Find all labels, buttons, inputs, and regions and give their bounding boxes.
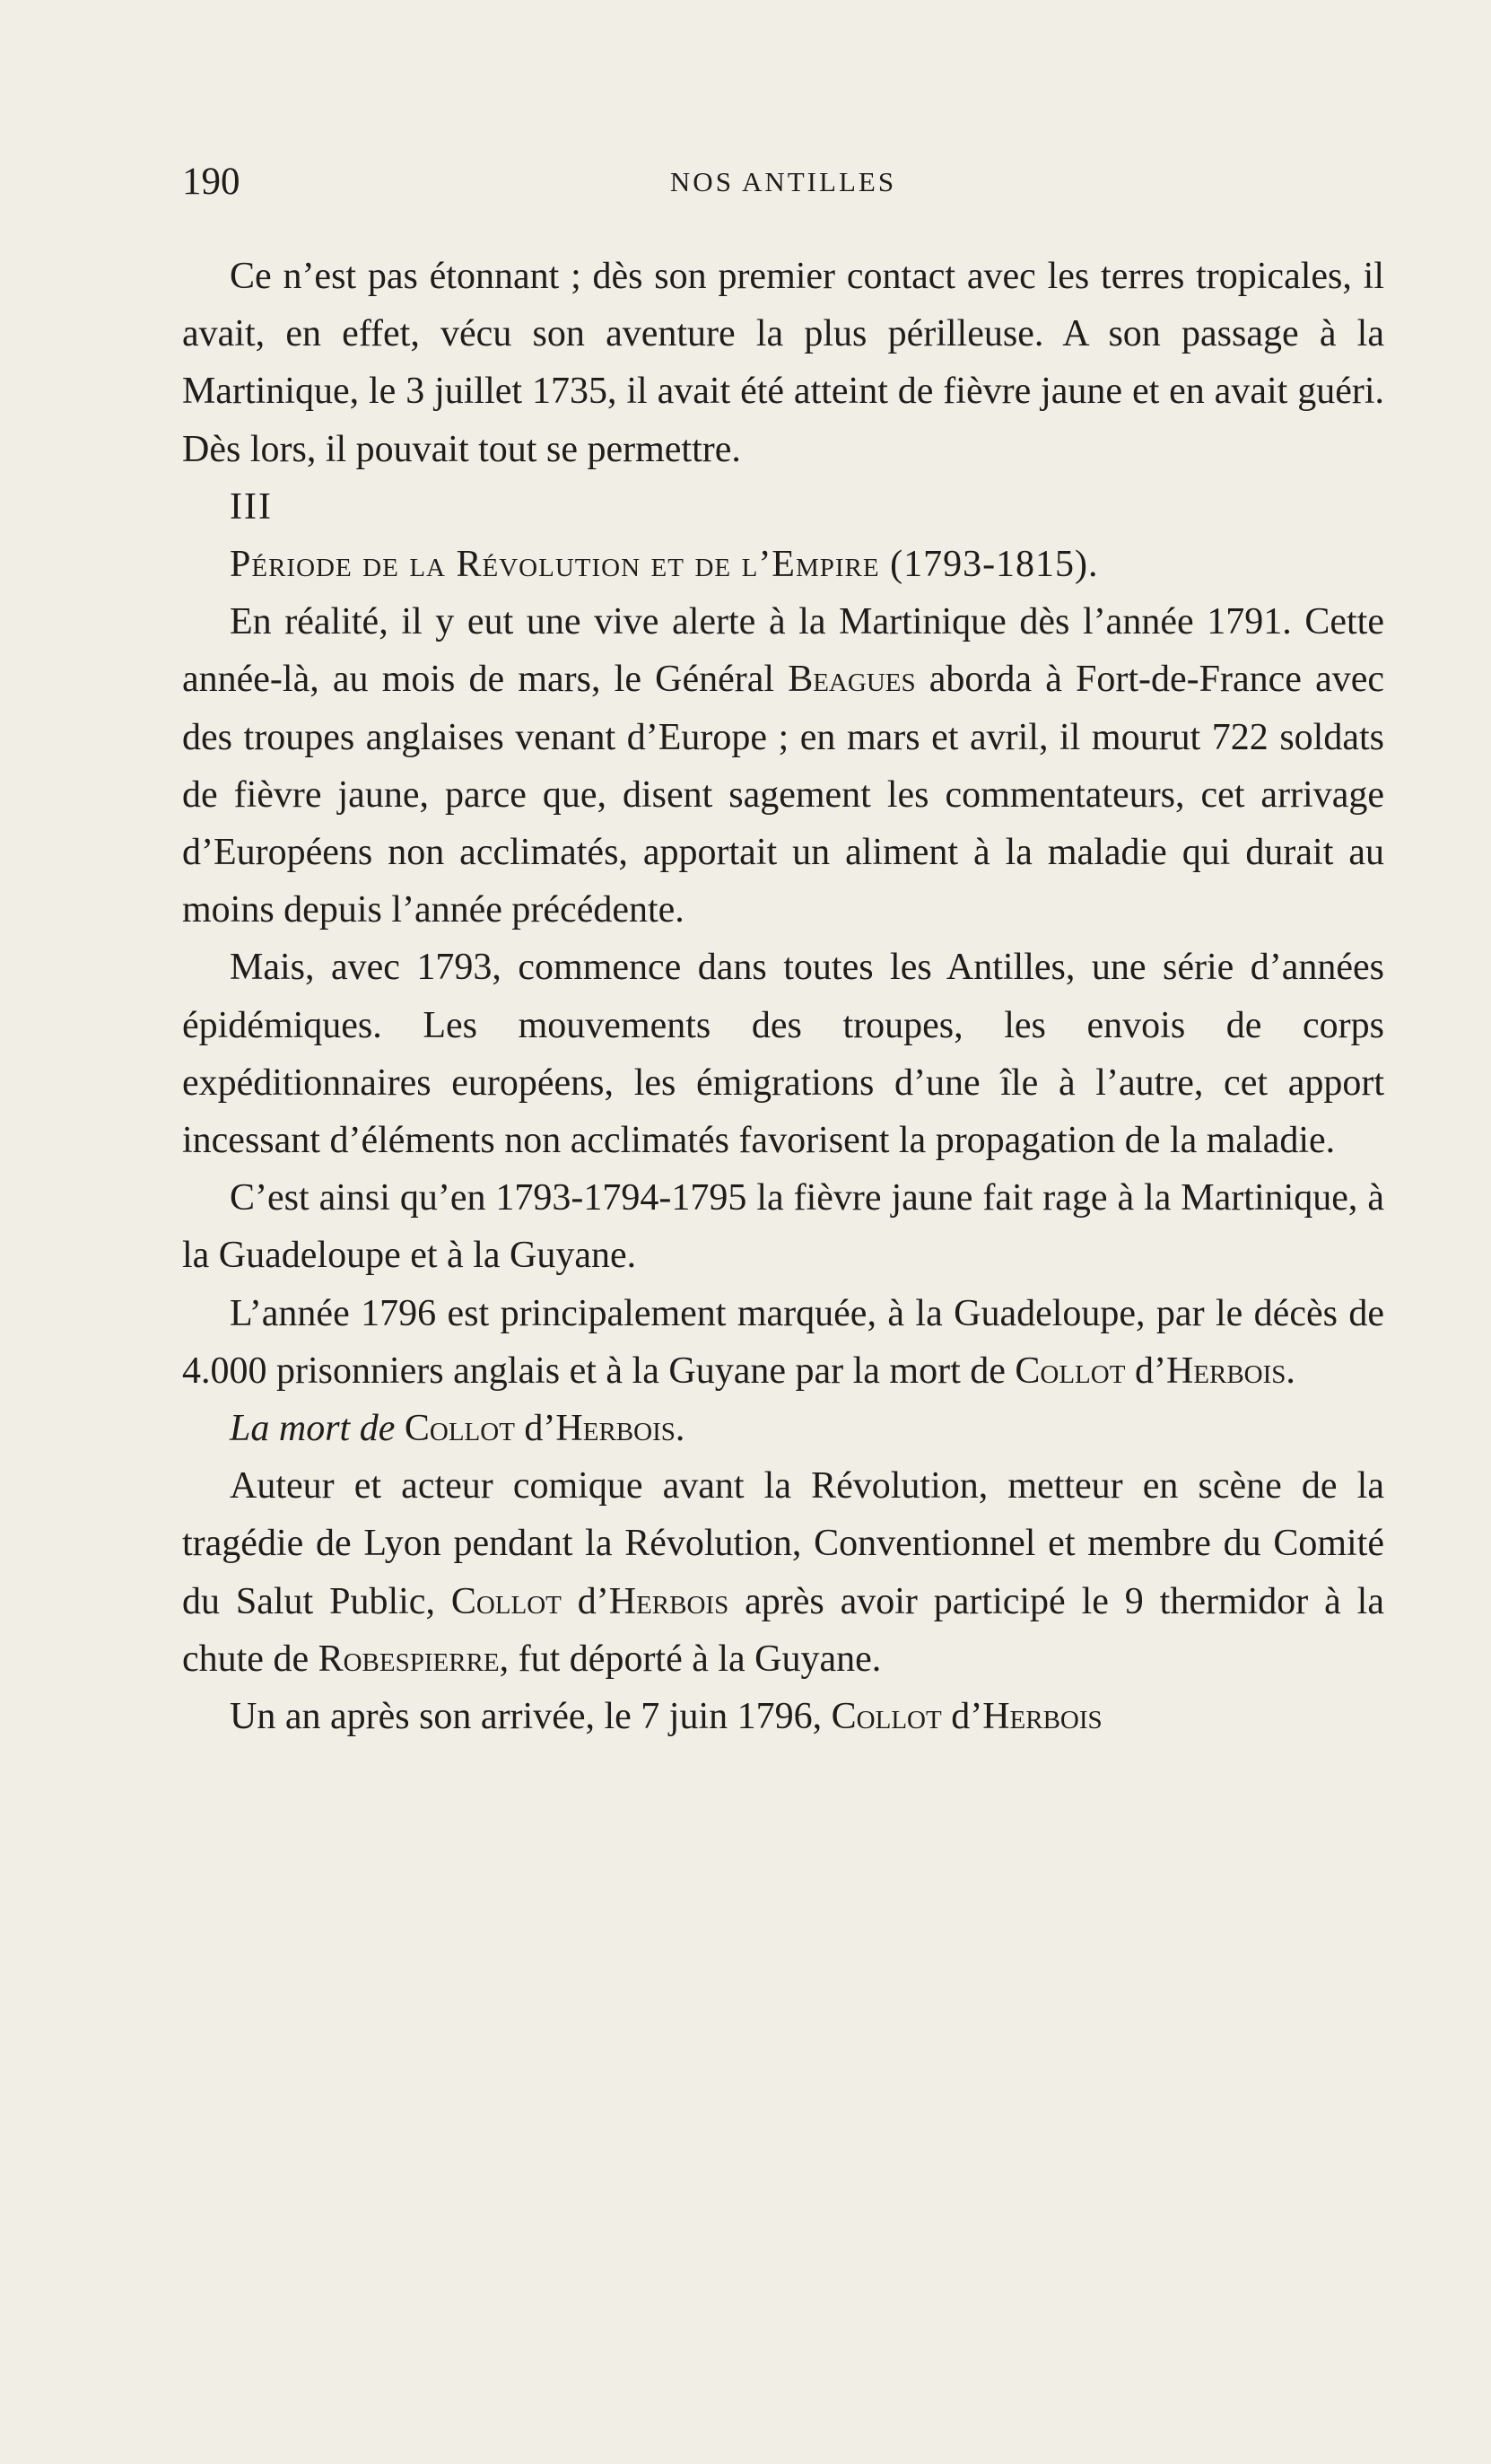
paragraph-7-text: Un an après son arrivée, le 7 juin 1796, [230,1696,832,1738]
section-heading: Période de la Révolution et de l’Empire (1793-1815). [230,544,1099,586]
subheading-name-herbois: Herbois [555,1408,676,1450]
paragraph-4: C’est ainsi qu’en 1793-1794-1795 la fièvre jaune fait rage à la Martinique, à la Guadeloupe et à la Guyane. [182,1177,1384,1277]
paragraph-2-text-2: aborda à Fort-de-France avec des troupes anglaises venant d’Europe ; en mars et avril, il mourut 722 soldats de fièvre jaune, parce que, disent sagement les commentateurs, cet arrivage d’Européens non acclimatés, apportait un aliment à la maladie qui durait au moins depuis l’année précédente. [182,659,1384,931]
paragraph-5-text: L’année 1796 est principalement marquée, à la Guadeloupe, par le décès de 4.000 prisonniers anglais et à la Guyane par la mort de [182,1292,1384,1392]
paragraph-5-end: . [1286,1350,1295,1392]
subheading-name-collot: Collot [404,1408,515,1450]
paragraph-2 [182,593,1384,939]
page-header [182,151,1384,214]
person-name-collot: Collot [831,1696,942,1738]
running-title: NOS ANTILLES [669,166,897,197]
section-number: III [230,485,273,528]
paragraph-5-text-2: d’ [1125,1350,1166,1392]
paragraph-5 [182,1285,1384,1400]
subheading-end: . [675,1408,685,1450]
person-name-beagues: Beagues [788,659,916,701]
paragraph-6-text-1: Auteur et acteur comique avant la Révolution, metteur en scène de la tragédie de Lyon pendant la Révolution, Conventionnel et membre du Comité du Salut Public, [182,1465,1384,1622]
person-name-collot: Collot [1015,1350,1126,1392]
paragraph-7 [182,1688,1384,1745]
person-name-collot: Collot [450,1580,562,1622]
paragraph-6-text-2: d’ [561,1580,609,1622]
subheading-text: d’ [514,1408,556,1450]
paragraph-3: Mais, avec 1793, commence dans toutes les Antilles, une série d’années épidémiques. Les mouvements des troupes, les envois de corps expéditionnaires européens, les émigrations d’une île à l’autre, cet apport incessant d’éléments non acclimatés favorisent la propagation de la maladie. [182,947,1384,1162]
paragraph-7-text-2: d’ [941,1696,983,1738]
subheading [182,1400,1384,1457]
paragraph-6 [182,1457,1384,1688]
subheading-italic: La mort de [230,1408,396,1450]
page-body [182,248,1384,1745]
person-name-herbois: Herbois [1165,1350,1286,1392]
person-name-herbois: Herbois [608,1580,729,1622]
paragraph-1: Ce n’est pas étonnant ; dès son premier contact avec les terres tropicales, il avait, en effet, vécu son aventure la plus périlleuse. A son passage à la Martinique, le 3 juillet 1735, il avait été atteint de fièvre jaune et en avait guéri. Dès lors, il pouvait tout se permettre. [182,256,1384,470]
paragraph-6-text-3: après avoir participé le 9 thermidor à la chute de [182,1580,1384,1680]
person-name-herbois: Herbois [982,1696,1103,1738]
paragraph-2-text-1: En réalité, il y eut une vive alerte à la Martinique dès l’année 1791. Cette année-là, au mois de mars, le Général [182,601,1384,701]
paragraph-6-text-4: , fut déporté à la Guyane. [499,1638,882,1680]
page-number: 190 [182,161,240,203]
person-name-robespierre: Robespierre [318,1638,500,1680]
